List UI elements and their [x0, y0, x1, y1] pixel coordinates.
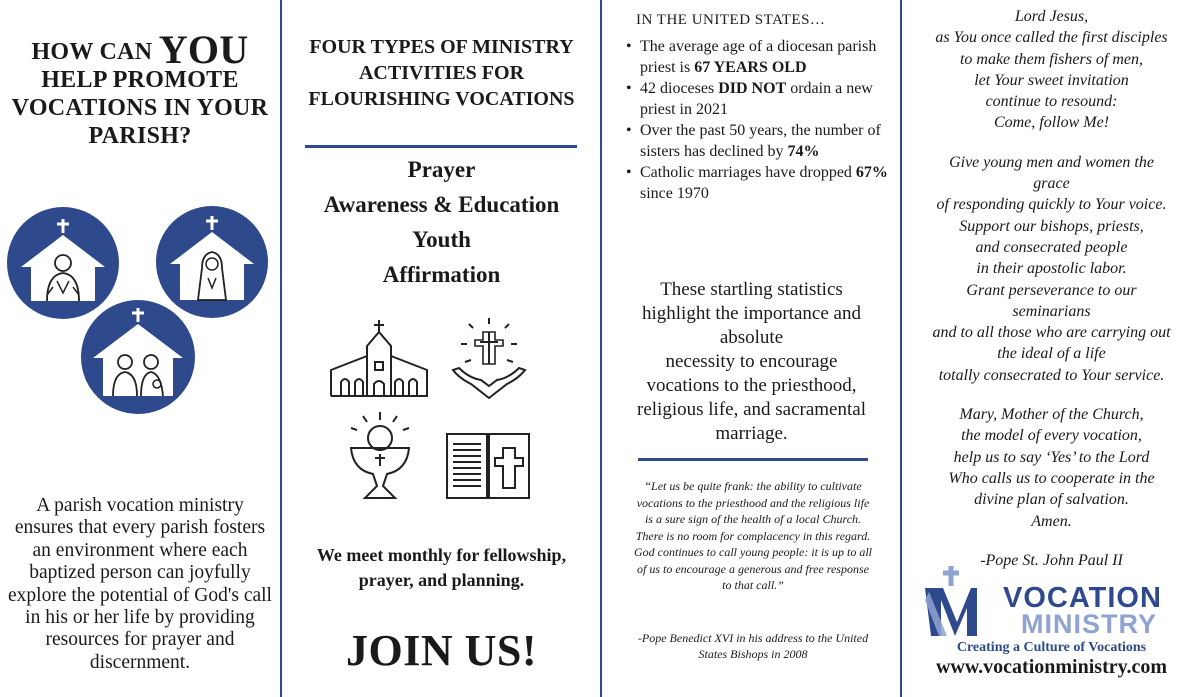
- divider-rule: [305, 145, 577, 148]
- prayer-line: Support our bishops, priests,: [959, 217, 1144, 235]
- prayer-line: of responding quickly to Your voice.: [936, 196, 1167, 214]
- prayer-line: Lord Jesus,: [1014, 8, 1089, 25]
- prayer-line: totally consecrated to Your service.: [938, 366, 1165, 384]
- activity-item: Youth: [412, 227, 471, 252]
- headline-line: PARISH?: [88, 123, 192, 149]
- prayer-line: continue to resound:: [985, 93, 1118, 111]
- meeting-line: prayer, and planning.: [358, 570, 525, 590]
- heading-line: FLOURISHING VOCATIONS: [308, 88, 575, 110]
- logo-mark-icon: [925, 566, 977, 636]
- benedict-quote: “Let us be quite frank: the ability to cultivate vocations to the priesthood and the religious life is a sure sign of the health of a local Church. There is no room for complacency in this regard. God continues to call young people: it is up to all of us to encourage a generous and free response to that call.”: [634, 479, 872, 592]
- prayer-line: Give young men and women the: [949, 153, 1154, 171]
- prayer-line: and consecrated people: [975, 238, 1128, 256]
- prayer-line: divine plan of salvation.: [974, 491, 1129, 509]
- prayer-line: Come, follow Me!: [993, 114, 1110, 132]
- summary-line: absolute: [719, 327, 784, 348]
- vocation-prayer: [903, 6, 1200, 571]
- bible-cross-icon: [443, 430, 533, 502]
- panel-statistics: [603, 0, 900, 697]
- headline-line: HELP PROMOTE: [41, 67, 239, 93]
- prayer-line: Amen.: [1031, 512, 1072, 530]
- panel-divider: [600, 0, 602, 697]
- headline-pre: HOW CAN: [31, 39, 159, 65]
- prayer-line: grace: [1033, 175, 1070, 193]
- meeting-info: [283, 543, 600, 593]
- prayer-line: help us to say ‘Yes’ to the Lord: [953, 448, 1150, 466]
- panel-divider: [900, 0, 902, 697]
- activities-list: [283, 152, 600, 292]
- activity-item: Affirmation: [382, 262, 501, 287]
- activity-item: Awareness & Education: [323, 192, 560, 217]
- chalice-host-icon: [343, 408, 417, 508]
- logo-word-2: MINISTRY: [1021, 609, 1157, 639]
- heading-line: FOUR TYPES OF MINISTRY: [309, 36, 574, 58]
- website-link[interactable]: www.vocationministry.com: [935, 656, 1168, 678]
- church-couple-icon: [81, 300, 195, 414]
- activities-heading: [283, 34, 600, 112]
- prayer-line: Grant perseverance to our: [966, 281, 1137, 299]
- stat-item: • Over the past 50 years, the number of sisters has declined by 74%: [621, 120, 899, 162]
- panel-ministry-activities: [283, 0, 600, 697]
- quote-source: -Pope Benedict XVI in his address to the United States Bishops in 2008: [637, 631, 869, 661]
- prayer-line: let Your sweet invitation: [974, 71, 1129, 89]
- prayer-line: and to all those who are carrying out: [932, 324, 1171, 342]
- summary-line: vocations to the priesthood,: [646, 375, 857, 396]
- headline: [0, 27, 280, 150]
- stanza-gap: [903, 134, 1200, 152]
- activity-item: Prayer: [407, 157, 476, 182]
- statistics-intro: IN THE UNITED STATES…: [636, 12, 826, 28]
- prayer-line: as You once called the first disciples: [935, 29, 1168, 47]
- heading-line: ACTIVITIES FOR: [358, 62, 525, 84]
- stanza-gap: [903, 532, 1200, 550]
- logo-word-1: VOCATION: [1003, 582, 1162, 614]
- divider-rule: [638, 458, 868, 461]
- prayer-line: -Pope St. John Paul II: [980, 551, 1123, 569]
- prayer-line: the model of every vocation,: [961, 427, 1142, 445]
- statistics-summary: [603, 278, 900, 446]
- prayer-line: seminarians: [1012, 302, 1091, 320]
- join-us-callout: JOIN US!: [345, 626, 538, 675]
- praying-hands-cross-icon: [449, 314, 529, 402]
- logo-tagline: Creating a Culture of Vocations: [956, 640, 1147, 655]
- prayer-line: to make them fishers of men,: [959, 50, 1144, 68]
- summary-line: necessity to encourage: [665, 351, 838, 372]
- statistics-list: [621, 36, 899, 204]
- stat-item: • Catholic marriages have dropped 67% since 1970: [621, 162, 899, 204]
- summary-line: religious life, and sacramental: [637, 399, 866, 420]
- summary-line: These startling statistics: [660, 279, 843, 300]
- intro-paragraph: A parish vocation ministry ensures that every parish fosters an environment where each baptized person can joyfully explore the potential of God's call in his or her life by providing resources for prayer and discernment.: [8, 495, 272, 673]
- prayer-line: the ideal of a life: [997, 345, 1106, 363]
- headline-line: VOCATIONS IN YOUR: [11, 95, 269, 121]
- summary-line: highlight the importance and: [642, 303, 861, 324]
- panel-intro: [0, 0, 280, 697]
- summary-line: marriage.: [715, 423, 788, 444]
- panel-divider: [280, 0, 282, 697]
- stanza-gap: [903, 386, 1200, 404]
- stat-item: • 42 dioceses DID NOT ordain a new priest in 2021: [621, 78, 899, 120]
- stat-item: • The average age of a diocesan parish priest is 67 YEARS OLD: [621, 36, 899, 78]
- prayer-line: Mary, Mother of the Church,: [959, 406, 1144, 424]
- headline-emphasis: YOU: [158, 27, 249, 72]
- prayer-line: Who calls us to cooperate in the: [948, 469, 1155, 487]
- church-building-icon: [327, 318, 431, 398]
- prayer-line: in their apostolic labor.: [976, 260, 1127, 278]
- panel-prayer: [903, 0, 1200, 697]
- meeting-line: We meet monthly for fellowship,: [316, 545, 567, 565]
